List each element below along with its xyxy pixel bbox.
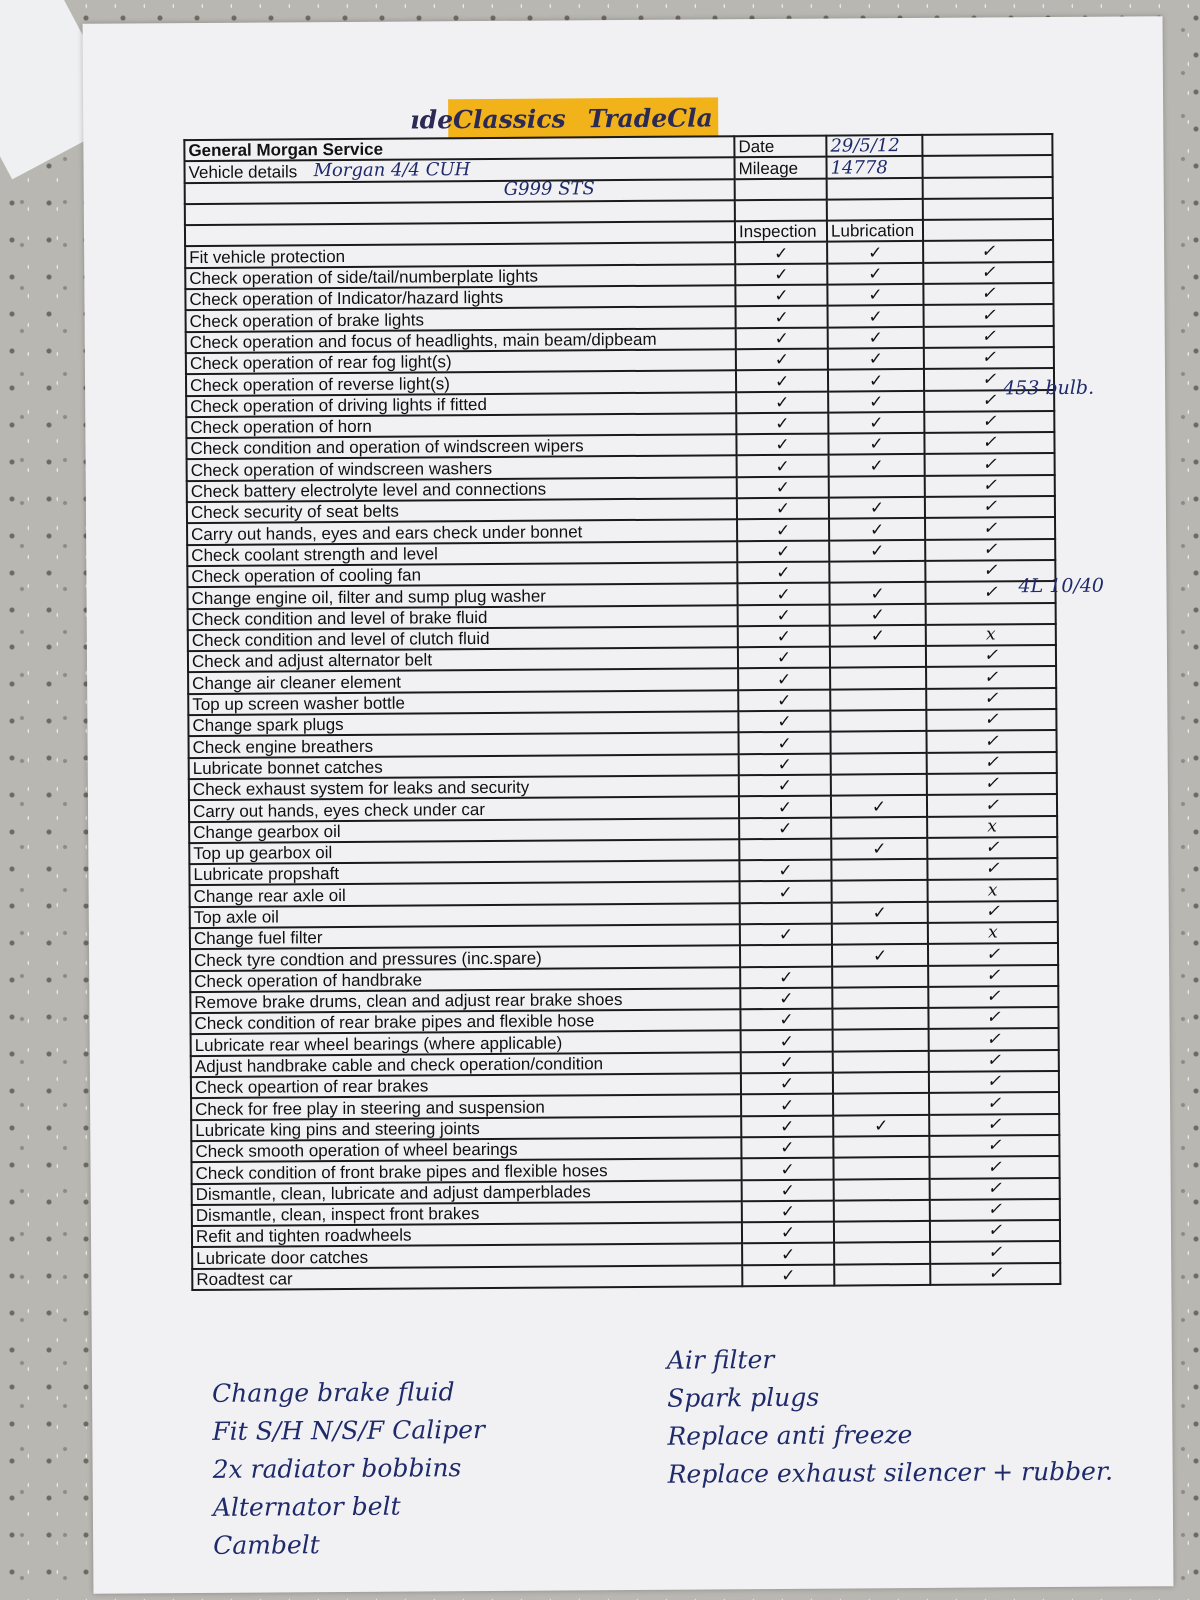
- completed-handwritten-mark: ✓: [930, 1263, 1060, 1285]
- lubrication-check-mark: [829, 561, 925, 583]
- lubrication-check-mark: ✓: [829, 454, 925, 476]
- lubrication-check-mark: [831, 774, 927, 796]
- lubrication-check-mark: [833, 1051, 929, 1073]
- inspection-check-mark: ✓: [741, 1094, 833, 1116]
- checklist-item-label: Dismantle, clean, lubricate and adjust damperblades: [192, 1180, 742, 1205]
- checklist-item-label: Check condition and level of brake fluid: [188, 605, 738, 630]
- vehicle-model-handwritten: Morgan 4/4 CUH: [313, 159, 471, 182]
- inspection-check-mark: ✓: [741, 1073, 833, 1095]
- completed-handwritten-mark: ✓: [925, 496, 1055, 518]
- completed-handwritten-mark: ✓: [924, 432, 1054, 454]
- lubrication-check-mark: ✓: [828, 327, 924, 349]
- header-empty-cell: [735, 178, 827, 200]
- lubrication-check-mark: ✓: [827, 263, 923, 285]
- completed-handwritten-mark: ✓: [927, 837, 1057, 859]
- checklist-item-label: Lubricate rear wheel bearings (where applicable): [191, 1031, 741, 1056]
- checklist-item-label: Change spark plugs: [188, 711, 738, 736]
- checklist-item-label: Check exhaust system for leaks and security: [189, 775, 739, 800]
- checklist-item-label: Check opeartion of rear brakes: [191, 1073, 741, 1098]
- completed-handwritten-mark: ✓: [927, 794, 1057, 816]
- checklist-item-label: Carry out hands, eyes check under car: [189, 796, 739, 821]
- note-line: Change brake fluid: [211, 1377, 455, 1408]
- lubrication-check-mark: [830, 710, 926, 732]
- checklist-item-label: Check and adjust alternator belt: [188, 647, 738, 672]
- lubrication-check-mark: ✓: [828, 412, 924, 434]
- sheet-title: General Morgan Service: [184, 136, 734, 161]
- note-line: Fit S/H N/S/F Caliper: [212, 1415, 486, 1446]
- inspection-check-mark: [740, 902, 832, 924]
- checklist-item-label: Check for free play in steering and suspension: [191, 1095, 741, 1120]
- trade-classics-logo: [410, 97, 718, 139]
- checklist-item-label: Check operation of driving lights if fitted: [186, 392, 736, 417]
- lubrication-check-mark: [832, 880, 928, 902]
- inspection-check-mark: ✓: [739, 796, 831, 818]
- handwritten-notes-left: [212, 1373, 486, 1565]
- lubrication-check-mark: [833, 1029, 929, 1051]
- inspection-check-mark: ✓: [736, 434, 828, 456]
- checklist-item-label: Check condition and operation of windscreen wipers: [186, 434, 736, 459]
- lubrication-check-mark: [830, 689, 926, 711]
- note-line: 2x radiator bobbins: [212, 1453, 462, 1484]
- lubrication-check-mark: ✓: [831, 838, 927, 860]
- checklist-item-label: Check coolant strength and level: [187, 541, 737, 566]
- inspection-check-mark: ✓: [738, 604, 830, 626]
- completed-handwritten-mark: ✓: [926, 688, 1056, 710]
- completed-handwritten-mark: ✓: [923, 262, 1053, 284]
- completed-handwritten-mark: ✓: [923, 283, 1053, 305]
- checklist-item-label: Check operation of side/tail/numberplate lights: [185, 264, 735, 289]
- lubrication-check-mark: [831, 859, 927, 881]
- checklist-item-label: Top axle oil: [190, 903, 740, 928]
- lubrication-check-mark: [831, 816, 927, 838]
- completed-handwritten-mark: ✓: [924, 411, 1054, 433]
- header-empty-cell: [923, 219, 1053, 241]
- completed-handwritten-mark: ✓: [926, 730, 1056, 752]
- lubrication-check-mark: ✓: [830, 603, 926, 625]
- completed-handwritten-mark: ✓: [924, 347, 1054, 369]
- checklist-item-label: Change rear axle oil: [190, 882, 740, 907]
- completed-handwritten-mark: ✓: [930, 1220, 1060, 1242]
- inspection-check-mark: ✓: [738, 668, 830, 690]
- lubrication-check-mark: ✓: [832, 902, 928, 924]
- inspection-check-mark: ✓: [736, 412, 828, 434]
- completed-handwritten-mark: ✓: [924, 368, 1054, 390]
- completed-handwritten-mark: ✓: [930, 1241, 1060, 1263]
- lubrication-check-mark: ✓: [827, 284, 923, 306]
- inspection-check-mark: ✓: [737, 562, 829, 584]
- inspection-check-mark: ✓: [740, 1009, 832, 1031]
- checklist-item-label: Check operation of windscreen washers: [187, 456, 737, 481]
- completed-handwritten-mark: ✓: [924, 304, 1054, 326]
- completed-handwritten-mark: ✓: [929, 1114, 1059, 1136]
- lubrication-check-mark: [834, 1178, 930, 1200]
- completed-handwritten-mark: ✓: [928, 943, 1058, 965]
- inspection-check-mark: ✓: [736, 349, 828, 371]
- completed-handwritten-mark: x: [927, 816, 1057, 838]
- lubrication-check-mark: [834, 1221, 930, 1243]
- checklist-item-label: Check operation of brake lights: [186, 307, 736, 332]
- inspection-check-mark: ✓: [738, 689, 830, 711]
- completed-handwritten-mark: ✓: [925, 581, 1055, 603]
- completed-handwritten-mark: ✓: [923, 241, 1053, 263]
- completed-handwritten-mark: ✓: [929, 1156, 1059, 1178]
- lubrication-check-mark: ✓: [829, 497, 925, 519]
- mileage-label: Mileage: [734, 157, 826, 179]
- completed-handwritten-mark: ✓: [926, 645, 1056, 667]
- checklist-item-label: Check condition and level of clutch fluid: [188, 626, 738, 651]
- lubrication-check-mark: ✓: [828, 433, 924, 455]
- checklist-item-label: Check operation and focus of headlights, main beam/dipbeam: [186, 328, 736, 353]
- inspection-check-mark: ✓: [741, 1030, 833, 1052]
- completed-handwritten-mark: ✓: [925, 475, 1055, 497]
- header-empty-cell: [827, 199, 923, 221]
- inspection-check-mark: ✓: [740, 987, 832, 1009]
- logo-text-right: TradeCla: [587, 102, 713, 133]
- header-empty-cell: [922, 134, 1052, 156]
- lubrication-check-mark: ✓: [830, 625, 926, 647]
- oil-note: 4L 10/40: [1018, 574, 1105, 598]
- lubrication-check-mark: [830, 646, 926, 668]
- completed-handwritten-mark: ✓: [928, 901, 1058, 923]
- date-value: 29/5/12: [826, 135, 922, 157]
- completed-handwritten-mark: ✓: [925, 539, 1055, 561]
- checklist-item-label: Lubricate propshaft: [189, 860, 739, 885]
- checklist-item-label: Adjust handbrake cable and check operation/condition: [191, 1052, 741, 1077]
- note-line: Replace exhaust silencer + rubber.: [667, 1456, 1114, 1489]
- completed-handwritten-mark: ✓: [929, 1050, 1059, 1072]
- completed-handwritten-mark: ✓: [928, 1007, 1058, 1029]
- checklist-item-label: Dismantle, clean, inspect front brakes: [192, 1201, 742, 1226]
- service-sheet: [83, 16, 1174, 1594]
- inspection-column-header: Inspection: [735, 221, 827, 243]
- inspection-check-mark: ✓: [742, 1200, 834, 1222]
- inspection-check-mark: ✓: [736, 391, 828, 413]
- completed-handwritten-mark: ✓: [930, 1199, 1060, 1221]
- header-empty-cell: [827, 178, 923, 200]
- inspection-check-mark: ✓: [736, 306, 828, 328]
- inspection-check-mark: ✓: [735, 285, 827, 307]
- completed-handwritten-mark: [926, 603, 1056, 625]
- inspection-check-mark: ✓: [738, 625, 830, 647]
- lubrication-check-mark: ✓: [828, 348, 924, 370]
- inspection-check-mark: ✓: [737, 519, 829, 541]
- completed-handwritten-mark: ✓: [929, 1071, 1059, 1093]
- checklist-item-label: Change engine oil, filter and sump plug washer: [187, 583, 737, 608]
- vehicle-registration-handwritten: G999 STS: [503, 178, 595, 200]
- completed-handwritten-mark: ✓: [925, 560, 1055, 582]
- completed-handwritten-mark: ✓: [927, 752, 1057, 774]
- inspection-check-mark: ✓: [738, 711, 830, 733]
- checklist-item-label: Check operation of cooling fan: [187, 562, 737, 587]
- inspection-check-mark: ✓: [738, 732, 830, 754]
- checklist-item-label: Check battery electrolyte level and connections: [187, 477, 737, 502]
- bulb-note: 453 bulb.: [1003, 376, 1095, 400]
- lubrication-check-mark: ✓: [829, 518, 925, 540]
- lubrication-check-mark: [830, 731, 926, 753]
- checklist-item-label: Fit vehicle protection: [185, 243, 735, 268]
- inspection-check-mark: ✓: [737, 455, 829, 477]
- checklist-item-label: Check condition of rear brake pipes and flexible hose: [190, 1009, 740, 1034]
- inspection-check-mark: ✓: [742, 1222, 834, 1244]
- checklist-item-label: Carry out hands, eyes and ears check under bonnet: [187, 520, 737, 545]
- inspection-check-mark: ✓: [740, 966, 832, 988]
- note-line: Alternator belt: [212, 1491, 401, 1522]
- completed-handwritten-mark: ✓: [929, 1135, 1059, 1157]
- completed-handwritten-mark: ✓: [929, 1092, 1059, 1114]
- checklist-item-label: Lubricate bonnet catches: [189, 754, 739, 779]
- inspection-check-mark: ✓: [741, 1158, 833, 1180]
- checklist-item-label: Check tyre condtion and pressures (inc.spare): [190, 946, 740, 971]
- completed-handwritten-mark: x: [928, 922, 1058, 944]
- lubrication-check-mark: ✓: [833, 1115, 929, 1137]
- inspection-check-mark: ✓: [737, 540, 829, 562]
- checklist-item-label: Refit and tighten roadwheels: [192, 1222, 742, 1247]
- inspection-check-mark: ✓: [742, 1264, 834, 1286]
- inspection-check-mark: ✓: [740, 924, 832, 946]
- lubrication-check-mark: [831, 753, 927, 775]
- note-line: Spark plugs: [667, 1382, 820, 1413]
- inspection-check-mark: [740, 945, 832, 967]
- lubrication-check-mark: [832, 965, 928, 987]
- checklist-item-label: Check operation of reverse light(s): [186, 371, 736, 396]
- checklist-item-label: Check security of seat belts: [187, 498, 737, 523]
- inspection-check-mark: ✓: [735, 242, 827, 264]
- lubrication-check-mark: ✓: [829, 540, 925, 562]
- completed-handwritten-mark: ✓: [927, 773, 1057, 795]
- checklist-item-label: Change gearbox oil: [189, 818, 739, 843]
- vehicle-details-label: Vehicle details: [184, 158, 734, 183]
- completed-handwritten-mark: ✓: [924, 326, 1054, 348]
- checklist-item-label: Check engine breathers: [189, 733, 739, 758]
- completed-handwritten-mark: ✓: [926, 709, 1056, 731]
- inspection-check-mark: ✓: [739, 774, 831, 796]
- inspection-check-mark: ✓: [742, 1243, 834, 1265]
- inspection-check-mark: ✓: [737, 498, 829, 520]
- lubrication-column-header: Lubrication: [827, 220, 923, 242]
- completed-handwritten-mark: ✓: [928, 965, 1058, 987]
- inspection-check-mark: ✓: [741, 1115, 833, 1137]
- lubrication-check-mark: [833, 1072, 929, 1094]
- date-label: Date: [734, 136, 826, 158]
- inspection-check-mark: ✓: [736, 327, 828, 349]
- header-empty-cell: [735, 199, 827, 221]
- checklist-item-label: Check operation of rear fog light(s): [186, 349, 736, 374]
- completed-handwritten-mark: ✓: [925, 517, 1055, 539]
- header-empty-cell: [923, 177, 1053, 199]
- lubrication-check-mark: ✓: [831, 795, 927, 817]
- checklist-item-label: Change air cleaner element: [188, 669, 738, 694]
- note-line: Air filter: [666, 1344, 775, 1375]
- handwritten-notes-right: [667, 1339, 1113, 1494]
- service-checklist-table: [183, 133, 1061, 1291]
- checklist-item-label: Remove brake drums, clean and adjust rear brake shoes: [190, 988, 740, 1013]
- completed-handwritten-mark: ✓: [930, 1178, 1060, 1200]
- lubrication-check-mark: [833, 1093, 929, 1115]
- lubrication-check-mark: ✓: [828, 305, 924, 327]
- checklist-item-label: Top up screen washer bottle: [188, 690, 738, 715]
- header-empty-cell: [922, 155, 1052, 177]
- checklist-item-label: Roadtest car: [192, 1265, 742, 1290]
- completed-handwritten-mark: ✓: [925, 453, 1055, 475]
- checklist-item-label: Check operation of horn: [186, 413, 736, 438]
- note-line: Cambelt: [213, 1530, 320, 1560]
- lubrication-check-mark: [832, 1008, 928, 1030]
- lubrication-check-mark: [832, 923, 928, 945]
- inspection-check-mark: ✓: [736, 370, 828, 392]
- inspection-check-mark: ✓: [740, 881, 832, 903]
- inspection-check-mark: ✓: [739, 817, 831, 839]
- lubrication-check-mark: [834, 1200, 930, 1222]
- lubrication-check-mark: [833, 1157, 929, 1179]
- lubrication-check-mark: ✓: [828, 390, 924, 412]
- lubrication-check-mark: ✓: [832, 944, 928, 966]
- mileage-value: 14778: [826, 156, 922, 178]
- checklist-item-label: Check operation of Indicator/hazard lights: [185, 285, 735, 310]
- lubrication-check-mark: [833, 1136, 929, 1158]
- completed-handwritten-mark: x: [928, 879, 1058, 901]
- completed-handwritten-mark: x: [926, 624, 1056, 646]
- lubrication-check-mark: ✓: [828, 369, 924, 391]
- checklist-item-label: Check operation of handbrake: [190, 967, 740, 992]
- header-empty-cell: [923, 198, 1053, 220]
- lubrication-check-mark: [834, 1242, 930, 1264]
- inspection-check-mark: ✓: [741, 1051, 833, 1073]
- lubrication-check-mark: [830, 667, 926, 689]
- checklist-item-label: Check smooth operation of wheel bearings: [191, 1137, 741, 1162]
- inspection-check-mark: [739, 838, 831, 860]
- lubrication-check-mark: [834, 1264, 930, 1286]
- checklist-item-label: Top up gearbox oil: [189, 839, 739, 864]
- completed-handwritten-mark: ✓: [924, 390, 1054, 412]
- completed-handwritten-mark: ✓: [929, 1028, 1059, 1050]
- completed-handwritten-mark: ✓: [927, 858, 1057, 880]
- inspection-check-mark: ✓: [741, 1137, 833, 1159]
- lubrication-check-mark: ✓: [827, 241, 923, 263]
- checklist-item-label: Lubricate king pins and steering joints: [191, 1116, 741, 1141]
- completed-handwritten-mark: ✓: [926, 666, 1056, 688]
- inspection-check-mark: ✓: [742, 1179, 834, 1201]
- inspection-check-mark: ✓: [735, 263, 827, 285]
- inspection-check-mark: ✓: [739, 753, 831, 775]
- checklist-item-label: Lubricate door catches: [192, 1244, 742, 1269]
- checklist-item-label: Check condition of front brake pipes and flexible hoses: [191, 1158, 741, 1183]
- completed-handwritten-mark: ✓: [928, 986, 1058, 1008]
- inspection-check-mark: ✓: [739, 860, 831, 882]
- note-line: Replace anti freeze: [667, 1420, 913, 1451]
- inspection-check-mark: ✓: [737, 476, 829, 498]
- lubrication-check-mark: [832, 987, 928, 1009]
- lubrication-check-mark: ✓: [829, 582, 925, 604]
- inspection-check-mark: ✓: [737, 583, 829, 605]
- logo-text-left: ıdeClassics: [410, 103, 566, 135]
- checklist-item-label: Change fuel filter: [190, 924, 740, 949]
- inspection-check-mark: ✓: [738, 647, 830, 669]
- lubrication-check-mark: [829, 476, 925, 498]
